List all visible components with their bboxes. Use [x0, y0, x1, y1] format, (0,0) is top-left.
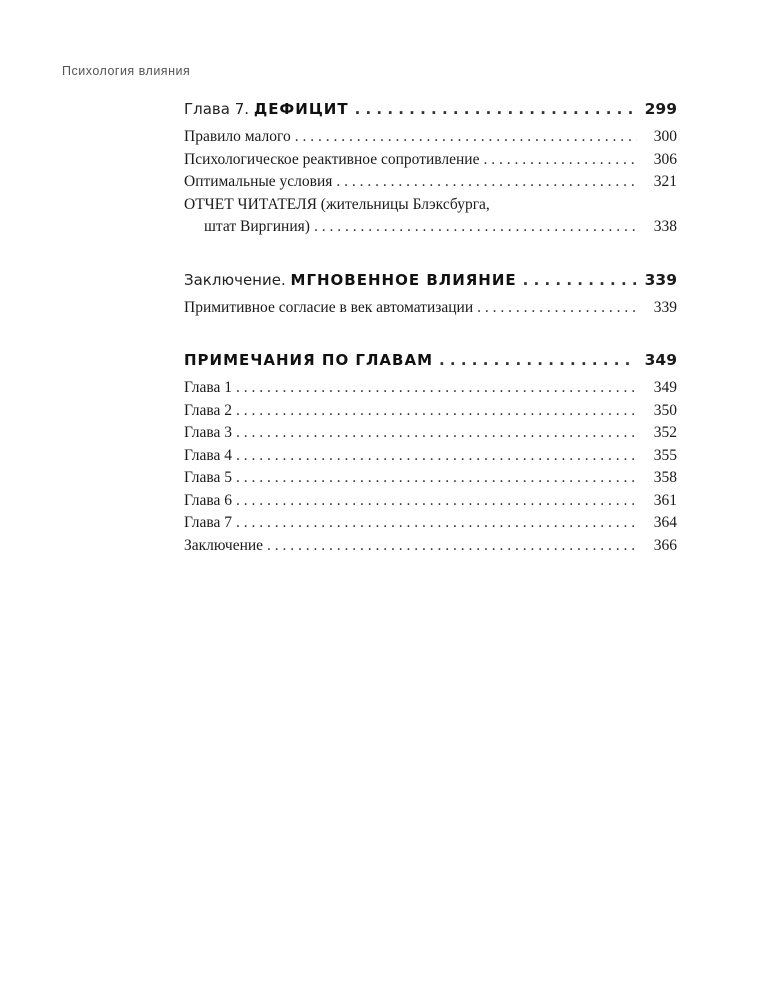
entry-title: Психологическое реактивное сопротивление: [184, 150, 480, 168]
toc-entry[interactable]: [184, 512, 677, 535]
dot-leader: [236, 490, 637, 513]
entry-title: Глава 6: [184, 491, 233, 509]
page-number: 299: [644, 100, 677, 118]
entry-title: Глава 3: [184, 424, 233, 441]
dot-leader: [483, 149, 637, 172]
toc-entry[interactable]: [184, 535, 677, 558]
page-number: 300: [653, 128, 677, 145]
entry-title: Оптимальные условия: [184, 173, 333, 190]
toc-entry-multiline[interactable]: [184, 194, 677, 239]
table-of-contents: [184, 96, 677, 557]
toc-entry[interactable]: [184, 171, 677, 194]
toc-notes[interactable]: [184, 347, 677, 374]
toc-entry[interactable]: [184, 490, 677, 513]
chapter-prefix: Глава 7.: [184, 100, 250, 118]
page-number: 349: [644, 351, 677, 369]
entry-title: Глава 1: [184, 379, 233, 396]
dot-leader: [236, 467, 637, 490]
page-number: 339: [644, 270, 677, 289]
toc-entry[interactable]: [184, 422, 677, 445]
toc-entry[interactable]: [184, 149, 677, 172]
page-number: 339: [653, 298, 677, 316]
page-number: 338: [653, 218, 677, 235]
page-number: 349: [653, 379, 677, 396]
running-head: Психология влияния: [62, 64, 191, 78]
toc-entry[interactable]: [184, 126, 677, 149]
dot-leader: [236, 422, 637, 445]
dot-leader: [314, 216, 637, 239]
dot-leader: [236, 377, 637, 400]
dot-leader: [477, 297, 637, 320]
dot-leader: [295, 126, 637, 149]
entry-title: Заключение: [184, 536, 264, 554]
entry-title-line1: ОТЧЕТ ЧИТАТЕЛЯ (жительницы Блэксбурга,: [184, 195, 490, 213]
page-number: 364: [653, 514, 677, 531]
dot-leader: [439, 347, 637, 374]
dot-leader: [236, 512, 637, 535]
page-number: 355: [653, 446, 677, 464]
entry-title: Глава 5: [184, 469, 233, 486]
entry-title: Глава 2: [184, 401, 233, 419]
entry-title: Глава 4: [184, 446, 233, 464]
entry-title: Правило малого: [184, 128, 291, 145]
entry-title: Глава 7: [184, 514, 233, 531]
dot-leader: [236, 445, 637, 468]
toc-entry[interactable]: [184, 467, 677, 490]
dot-leader: [267, 535, 637, 558]
toc-entry[interactable]: [184, 297, 677, 320]
page-number: 361: [653, 491, 677, 509]
chapter-title: МГНОВЕННОЕ ВЛИЯНИЕ: [290, 270, 517, 289]
toc-entry[interactable]: [184, 400, 677, 423]
chapter-prefix: Заключение.: [184, 270, 286, 289]
page-number: 366: [653, 536, 677, 554]
entry-title-line2: штат Виргиния): [204, 218, 310, 235]
chapter-title: ПРИМЕЧАНИЯ ПО ГЛАВАМ: [184, 351, 434, 369]
page-number: 352: [653, 424, 677, 441]
page-number: 358: [653, 469, 677, 486]
page-number: 350: [653, 401, 677, 419]
toc-chapter-7[interactable]: [184, 96, 677, 123]
toc-conclusion[interactable]: [184, 267, 677, 294]
dot-leader: [336, 171, 637, 194]
dot-leader: [523, 267, 637, 294]
entry-title: Примитивное согласие в век автоматизации: [184, 298, 474, 316]
dot-leader: [236, 400, 637, 423]
toc-entry[interactable]: [184, 377, 677, 400]
page-number: 321: [653, 173, 677, 190]
dot-leader: [355, 96, 637, 123]
chapter-title: ДЕФИЦИТ: [253, 100, 349, 118]
page-number: 306: [653, 150, 677, 168]
toc-entry[interactable]: [184, 445, 677, 468]
